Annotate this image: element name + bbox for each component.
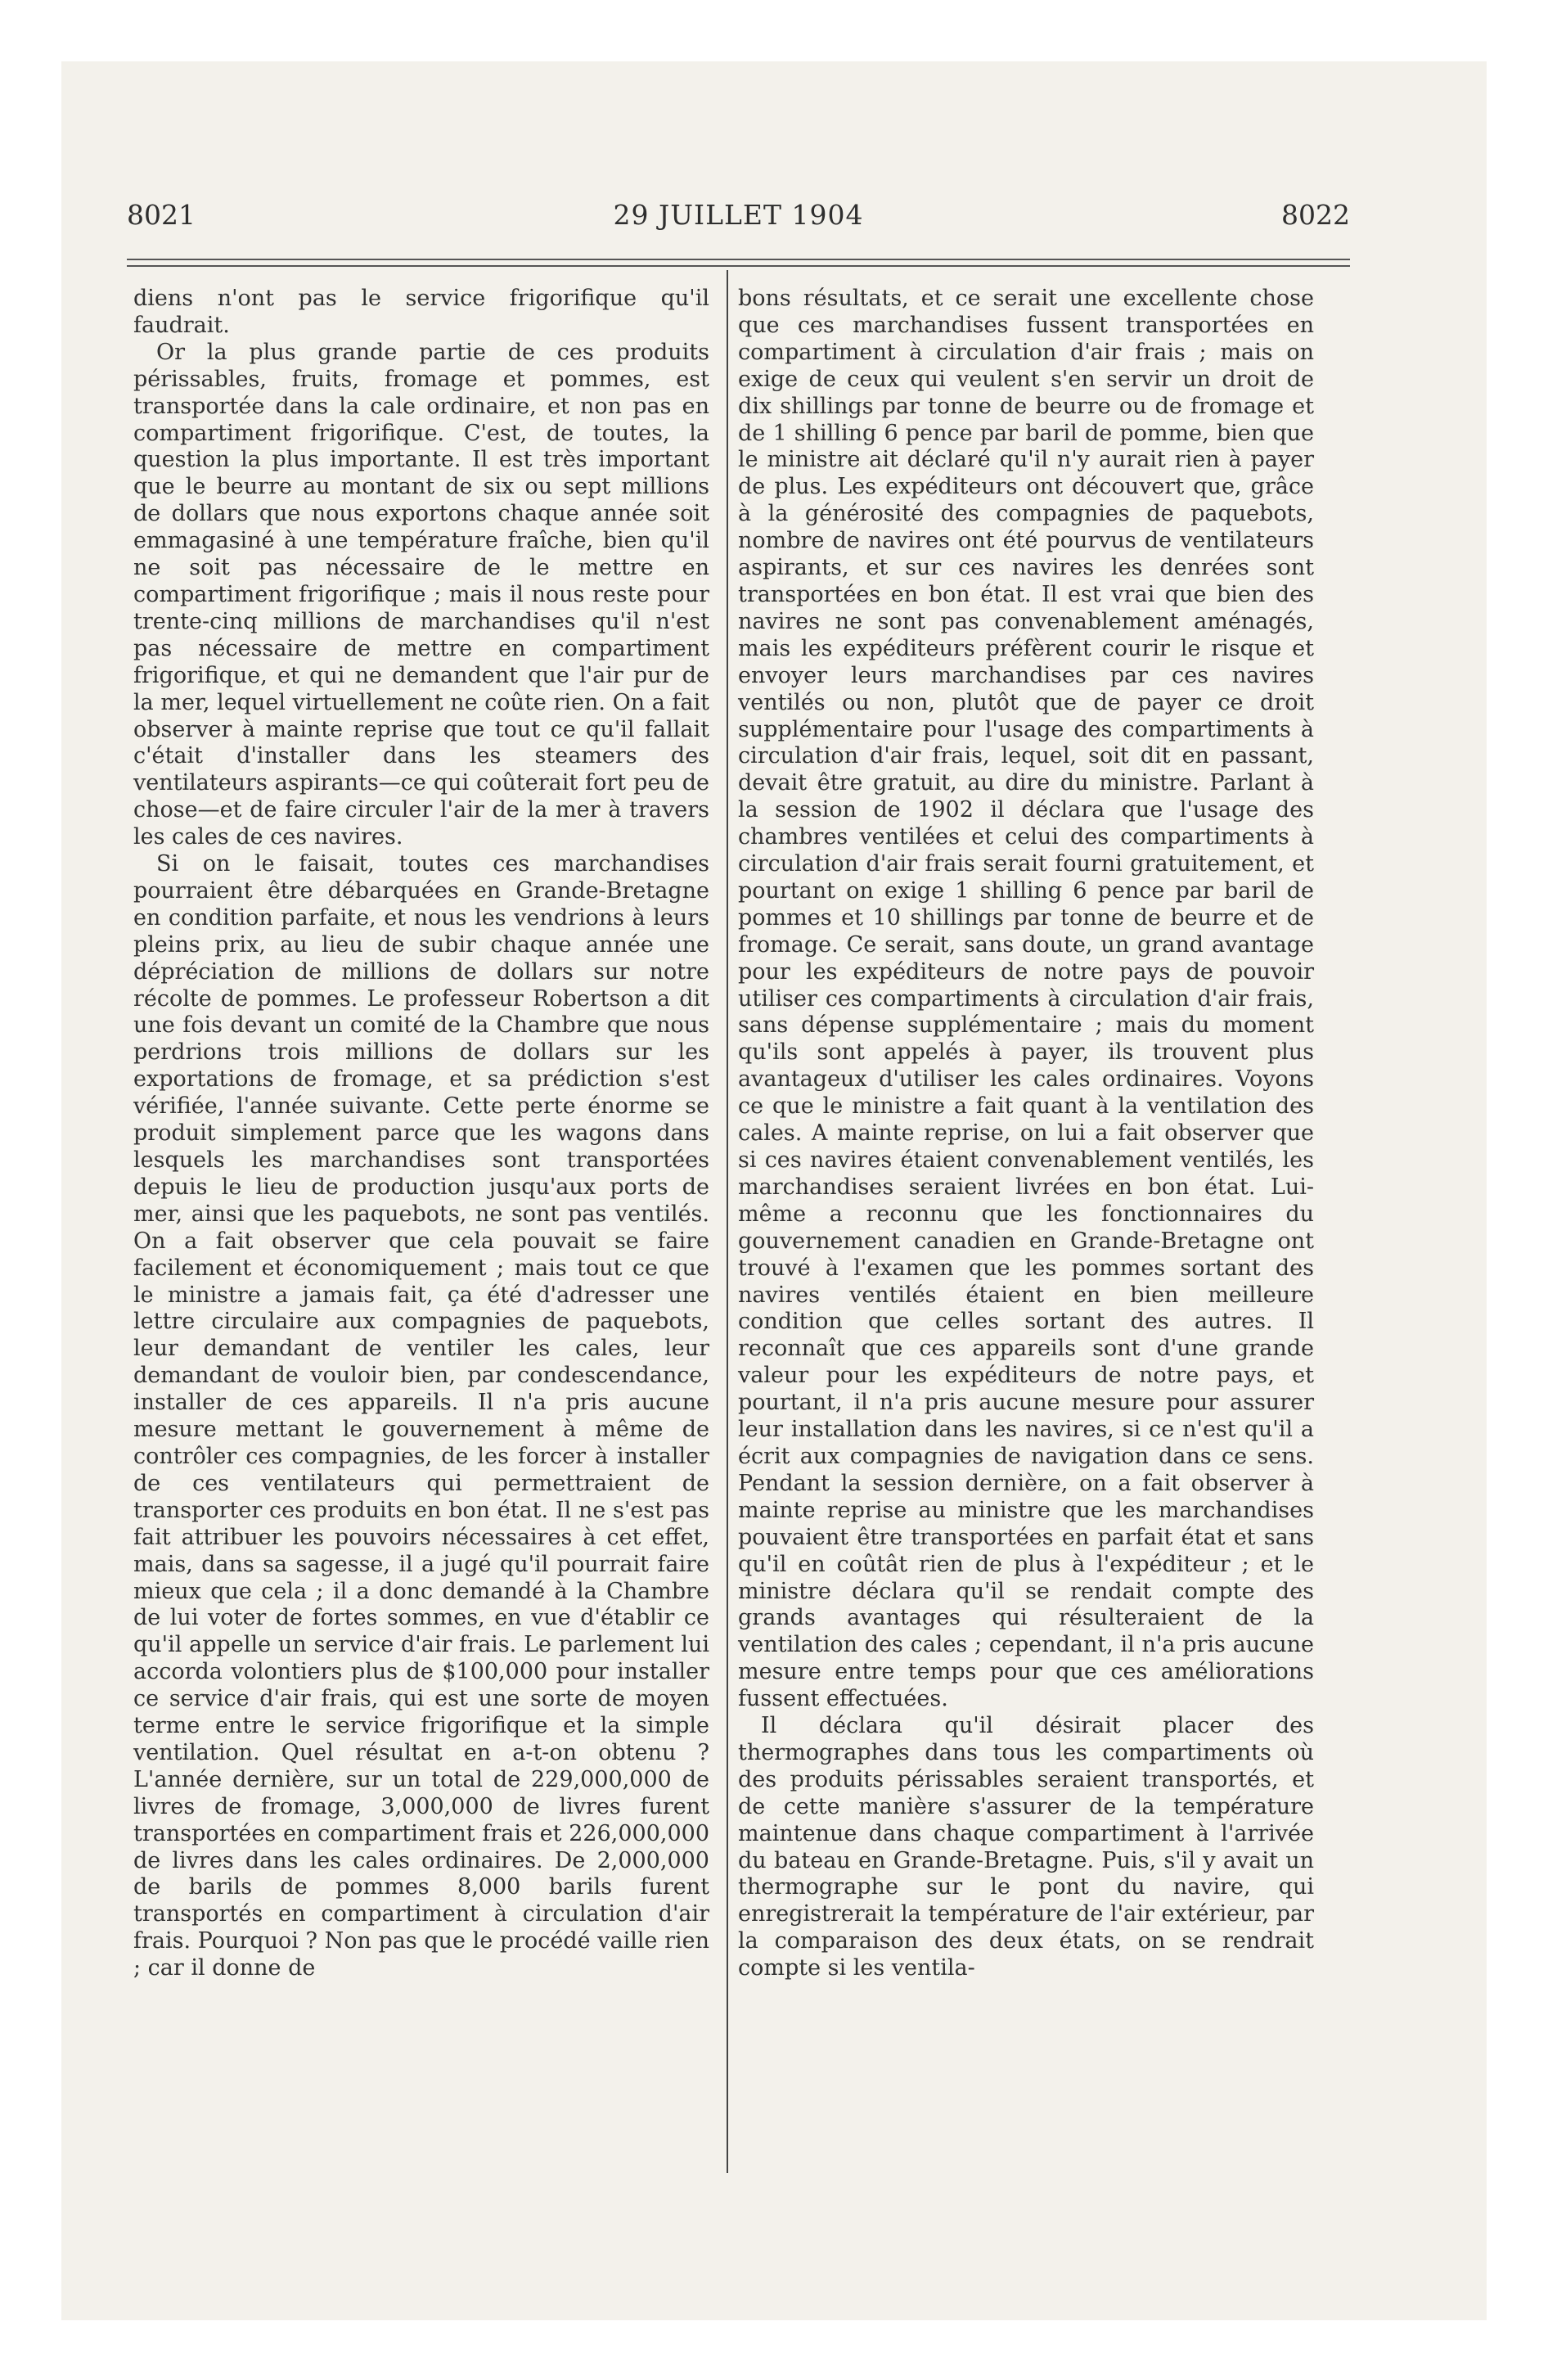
right-column: [738, 286, 1314, 1982]
page-header: [127, 199, 1350, 240]
left-page-number: 8021: [127, 199, 196, 231]
header-double-rule: [127, 259, 1350, 267]
column-divider: [727, 270, 728, 2173]
paragraph: Or la plus grande partie de ces produits périssables, fruits, fromage et pommes, est transportée dans la cale ordinaire, et non pas en compartiment frigorifique. C'est, de toutes, la question la plus importante. Il est très important que le beurre au montant de six ou sept millions de dollars que nous exportons chaque année soit emmagasiné à une température fraîche, bien qu'il ne soit pas nécessaire de le mettre en compartiment frigorifique ; mais il nous reste pour trente-cinq millions de marchandises qu'il n'est pas nécessaire de mettre en compartiment frigorifique, et qui ne demandent que l'air pur de la mer, lequel virtuellement ne coûte rien. On a fait observer à mainte reprise que tout ce qu'il fallait c'était d'installer dans les steamers des ventilateurs aspirants—ce qui coûterait fort peu de chose—et de faire circuler l'air de la mer à travers les cales de ces navires.: [133, 339, 709, 850]
paragraph: bons résultats, et ce serait une excellente chose que ces marchandises fussent transportées en compartiment à circulation d'air frais ; mais on exige de ceux qui veulent s'en servir un droit de dix shillings par tonne de beurre ou de fromage et de 1 shilling 6 pence par baril de pomme, bien que le ministre ait déclaré qu'il n'y aurait rien à payer de plus. Les expéditeurs ont découvert que, grâce à la générosité des compagnies de paquebots, nombre de navires ont été pourvus de ventilateurs aspirants, et sur ces navires les denrées sont transportées en bon état. Il est vrai que bien des navires ne sont pas convenablement aménagés, mais les expéditeurs préfèrent courir le risque et envoyer leurs marchandises par ces navires ventilés ou non, plutôt que de payer ce droit supplémentaire pour l'usage des compartiments à circulation d'air frais, lequel, soit dit en passant, devait être gratuit, au dire du ministre. Parlant à la session de 1902 il déclara que l'usage des chambres ventilées et celui des compartiments à circulation d'air frais serait fourni gratuitement, et pourtant on exige 1 shilling 6 pence par baril de pommes et 10 shillings par tonne de beurre et de fromage. Ce serait, sans doute, un grand avantage pour les expéditeurs de notre pays de pouvoir utiliser ces compartiments à circulation d'air frais, sans dépense supplémentaire ; mais du moment qu'ils sont appelés à payer, ils trouvent plus avantageux d'utiliser les cales ordinaires. Voyons ce que le ministre a fait quant à la ventilation des cales. A mainte reprise, on lui a fait observer que si ces navires étaient convenablement ventilés, les marchandises seraient livrées en bon état. Lui-même a reconnu que les fonctionnaires du gouvernement canadien en Grande-Bretagne ont trouvé à l'examen que les pommes sortant des navires ventilés étaient en bien meilleure condition que celles sortant des autres. Il reconnaît que ces appareils sont d'une grande valeur pour les expéditeurs de notre pays, et pourtant, il n'a pris aucune mesure pour assurer leur installation dans les navires, si ce n'est qu'il a écrit aux compagnies de navigation dans ce sens. Pendant la session dernière, on a fait observer à mainte reprise au ministre que les marchandises pouvaient être transportées en parfait état et sans qu'il en coûtât rien de plus à l'expéditeur ; et le ministre déclara qu'il se rendait compte des grands avantages qui résulteraient de la ventilation des cales ; cependant, il n'a pris aucune mesure entre temps pour que ces améliorations fussent effectuées.: [738, 286, 1314, 1712]
paragraph: diens n'ont pas le service frigorifique qu'il faudrait.: [133, 286, 709, 338]
right-page-number: 8022: [1281, 199, 1350, 231]
paragraph: Il déclara qu'il désirait placer des thermographes dans tous les compartiments où des produits périssables seraient transportés, et de cette manière s'assurer de la température maintenue dans chaque compartiment à l'arrivée du bateau en Grande-Bretagne. Puis, s'il y avait un thermographe sur le pont du navire, qui enregistrerait la température de l'air extérieur, par la comparaison des deux états, on se rendrait compte si les ventila-: [738, 1713, 1314, 1981]
left-column: [133, 286, 709, 1982]
page-date: 29 JUILLET 1904: [613, 199, 864, 231]
paragraph: Si on le faisait, toutes ces marchandises pourraient être débarquées en Grande-Bretagne en condition parfaite, et nous les vendrions à leurs pleins prix, au lieu de subir chaque année une dépréciation de millions de dollars sur notre récolte de pommes. Le professeur Robertson a dit une fois devant un comité de la Chambre que nous perdrions trois millions de dollars sur les exportations de fromage, et sa prédiction s'est vérifiée, l'année suivante. Cette perte énorme se produit simplement parce que les wagons dans lesquels les marchandises sont transportées depuis le lieu de production jusqu'aux ports de mer, ainsi que les paquebots, ne sont pas ventilés. On a fait observer que cela pouvait se faire facilement et économiquement ; mais tout ce que le ministre a jamais fait, ça été d'adresser une lettre circulaire aux compagnies de paquebots, leur demandant de ventiler les cales, leur demandant de vouloir bien, par condescendance, installer de ces appareils. Il n'a pris aucune mesure mettant le gouvernement à même de contrôler ces compagnies, de les forcer à installer de ces ventilateurs qui permettraient de transporter ces produits en bon état. Il ne s'est pas fait attribuer les pouvoirs nécessaires à cet effet, mais, dans sa sagesse, il a jugé qu'il pourrait faire mieux que cela ; il a donc demandé à la Chambre de lui voter de fortes sommes, en vue d'établir ce qu'il appelle un service d'air frais. Le parlement lui accorda volontiers plus de $100,000 pour installer ce service d'air frais, qui est une sorte de moyen terme entre le service frigorifique et la simple ventilation. Quel résultat en a-t-on obtenu ? L'année dernière, sur un total de 229,000,000 de livres de fromage, 3,000,000 de livres furent transportées en compartiment frais et 226,000,000 de livres dans les cales ordinaires. De 2,000,000 de barils de pommes 8,000 barils furent transportés en compartiment à circulation d'air frais. Pourquoi ? Non pas que le procédé vaille rien ; car il donne de: [133, 851, 709, 1981]
